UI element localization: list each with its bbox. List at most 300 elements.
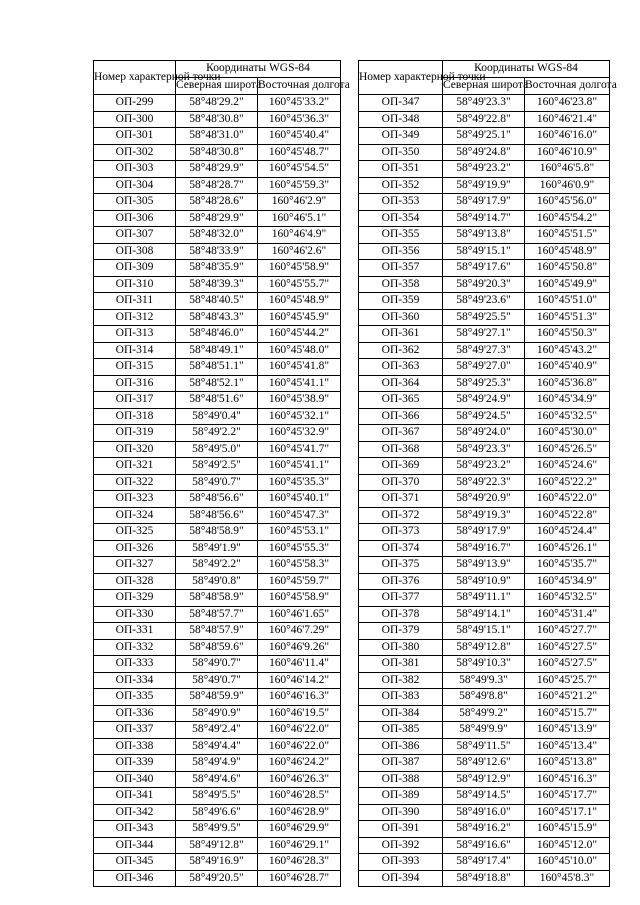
- longitude-cell: 160°45'27.5": [525, 639, 610, 656]
- table-row: [359, 606, 610, 623]
- point-number-cell: ОП-376: [359, 573, 443, 590]
- longitude-cell: 160°45'15.7": [525, 705, 610, 722]
- latitude-cell: 58°49'27.0": [443, 359, 525, 376]
- table-row: [94, 111, 341, 128]
- longitude-cell: 160°45'26.5": [525, 441, 610, 458]
- latitude-cell: 58°49'14.5": [443, 788, 525, 805]
- latitude-cell: 58°49'24.8": [443, 144, 525, 161]
- longitude-cell: 160°45'41.1": [258, 375, 341, 392]
- header-longitude: Восточная долгота: [258, 78, 341, 95]
- longitude-cell: 160°45'51.3": [525, 309, 610, 326]
- table-row: [94, 771, 341, 788]
- point-number-cell: ОП-358: [359, 276, 443, 293]
- table-row: [94, 491, 341, 508]
- point-number-cell: ОП-359: [359, 293, 443, 310]
- table-row: [359, 128, 610, 145]
- table-row: [359, 821, 610, 838]
- longitude-cell: 160°45'58.9": [258, 590, 341, 607]
- point-number-cell: ОП-393: [359, 854, 443, 871]
- point-number-cell: ОП-313: [94, 326, 176, 343]
- table-row: [359, 293, 610, 310]
- latitude-cell: 58°49'10.9": [443, 573, 525, 590]
- longitude-cell: 160°45'33.2": [258, 95, 341, 112]
- latitude-cell: 58°49'9.3": [443, 672, 525, 689]
- latitude-cell: 58°49'17.9": [443, 194, 525, 211]
- table-row: [359, 309, 610, 326]
- longitude-cell: 160°45'22.0": [525, 491, 610, 508]
- longitude-cell: 160°45'30.0": [525, 425, 610, 442]
- table-row: [94, 177, 341, 194]
- point-number-cell: ОП-310: [94, 276, 176, 293]
- point-number-cell: ОП-333: [94, 656, 176, 673]
- latitude-cell: 58°48'33.9": [176, 243, 258, 260]
- longitude-cell: 160°45'38.9": [258, 392, 341, 409]
- latitude-cell: 58°49'23.2": [443, 161, 525, 178]
- point-number-cell: ОП-321: [94, 458, 176, 475]
- point-number-cell: ОП-350: [359, 144, 443, 161]
- latitude-cell: 58°49'12.6": [443, 755, 525, 772]
- table-row: [94, 276, 341, 293]
- point-number-cell: ОП-362: [359, 342, 443, 359]
- point-number-cell: ОП-328: [94, 573, 176, 590]
- table-row: [94, 95, 341, 112]
- longitude-cell: 160°45'40.9": [525, 359, 610, 376]
- table-row: [359, 161, 610, 178]
- table-row: [94, 623, 341, 640]
- longitude-cell: 160°46'24.2": [258, 755, 341, 772]
- table-row: [359, 326, 610, 343]
- table-row: [94, 870, 341, 887]
- latitude-cell: 58°48'59.6": [176, 639, 258, 656]
- latitude-cell: 58°49'16.6": [443, 837, 525, 854]
- table-row: [359, 557, 610, 574]
- table-row: [359, 540, 610, 557]
- latitude-cell: 58°49'0.9": [176, 705, 258, 722]
- table-row: [359, 194, 610, 211]
- latitude-cell: 58°49'23.3": [443, 441, 525, 458]
- point-number-cell: ОП-345: [94, 854, 176, 871]
- table-row: [94, 656, 341, 673]
- longitude-cell: 160°45'13.4": [525, 738, 610, 755]
- table-row: [94, 606, 341, 623]
- point-number-cell: ОП-383: [359, 689, 443, 706]
- longitude-cell: 160°46'10.9": [525, 144, 610, 161]
- table-row: [359, 243, 610, 260]
- longitude-cell: 160°46'29.1": [258, 837, 341, 854]
- latitude-cell: 58°49'5.0": [176, 441, 258, 458]
- table-row: [94, 590, 341, 607]
- table-row: [359, 738, 610, 755]
- longitude-cell: 160°45'48.7": [258, 144, 341, 161]
- longitude-cell: 160°46'7.29": [258, 623, 341, 640]
- table-row: [359, 408, 610, 425]
- latitude-cell: 58°49'2.4": [176, 722, 258, 739]
- point-number-cell: ОП-360: [359, 309, 443, 326]
- latitude-cell: 58°49'23.2": [443, 458, 525, 475]
- table-row: [94, 359, 341, 376]
- point-number-cell: ОП-325: [94, 524, 176, 541]
- latitude-cell: 58°48'52.1": [176, 375, 258, 392]
- longitude-cell: 160°45'22.8": [525, 507, 610, 524]
- point-number-cell: ОП-354: [359, 210, 443, 227]
- point-number-cell: ОП-352: [359, 177, 443, 194]
- header-coordinates: Координаты WGS-84: [176, 61, 341, 78]
- table-row: [94, 210, 341, 227]
- longitude-cell: 160°46'28.3": [258, 854, 341, 871]
- longitude-cell: 160°46'21.4": [525, 111, 610, 128]
- longitude-cell: 160°45'40.1": [258, 491, 341, 508]
- longitude-cell: 160°45'58.3": [258, 557, 341, 574]
- point-number-cell: ОП-356: [359, 243, 443, 260]
- point-number-cell: ОП-365: [359, 392, 443, 409]
- longitude-cell: 160°45'59.3": [258, 177, 341, 194]
- latitude-cell: 58°48'51.1": [176, 359, 258, 376]
- latitude-cell: 58°48'58.9": [176, 524, 258, 541]
- point-number-cell: ОП-315: [94, 359, 176, 376]
- point-number-cell: ОП-372: [359, 507, 443, 524]
- latitude-cell: 58°48'58.9": [176, 590, 258, 607]
- longitude-cell: 160°45'17.1": [525, 804, 610, 821]
- longitude-cell: 160°46'19.5": [258, 705, 341, 722]
- point-number-cell: ОП-371: [359, 491, 443, 508]
- latitude-cell: 58°49'27.1": [443, 326, 525, 343]
- latitude-cell: 58°49'11.1": [443, 590, 525, 607]
- latitude-cell: 58°48'57.7": [176, 606, 258, 623]
- latitude-cell: 58°49'2.2": [176, 557, 258, 574]
- longitude-cell: 160°45'27.7": [525, 623, 610, 640]
- point-number-cell: ОП-303: [94, 161, 176, 178]
- latitude-cell: 58°49'12.8": [443, 639, 525, 656]
- longitude-cell: 160°46'1.65": [258, 606, 341, 623]
- table-row: [94, 326, 341, 343]
- point-number-cell: ОП-374: [359, 540, 443, 557]
- point-number-cell: ОП-392: [359, 837, 443, 854]
- longitude-cell: 160°45'48.0": [258, 342, 341, 359]
- latitude-cell: 58°49'20.3": [443, 276, 525, 293]
- longitude-cell: 160°45'17.7": [525, 788, 610, 805]
- table-row: [359, 656, 610, 673]
- longitude-cell: 160°45'21.2": [525, 689, 610, 706]
- point-number-cell: ОП-343: [94, 821, 176, 838]
- longitude-cell: 160°46'22.0": [258, 738, 341, 755]
- longitude-cell: 160°46'23.8": [525, 95, 610, 112]
- table-row: [94, 738, 341, 755]
- longitude-cell: 160°46'11.4": [258, 656, 341, 673]
- longitude-cell: 160°46'22.0": [258, 722, 341, 739]
- point-number-cell: ОП-353: [359, 194, 443, 211]
- table-row: [359, 375, 610, 392]
- point-number-cell: ОП-316: [94, 375, 176, 392]
- latitude-cell: 58°49'9.5": [176, 821, 258, 838]
- latitude-cell: 58°48'40.5": [176, 293, 258, 310]
- point-number-cell: ОП-307: [94, 227, 176, 244]
- longitude-cell: 160°45'41.8": [258, 359, 341, 376]
- table-row: [359, 705, 610, 722]
- table-row: [94, 821, 341, 838]
- table-row: [359, 491, 610, 508]
- point-number-cell: ОП-361: [359, 326, 443, 343]
- latitude-cell: 58°48'43.3": [176, 309, 258, 326]
- latitude-cell: 58°49'17.4": [443, 854, 525, 871]
- point-number-cell: ОП-366: [359, 408, 443, 425]
- latitude-cell: 58°49'13.9": [443, 557, 525, 574]
- point-number-cell: ОП-332: [94, 639, 176, 656]
- point-number-cell: ОП-385: [359, 722, 443, 739]
- longitude-cell: 160°45'34.9": [525, 392, 610, 409]
- header-point-number: Номер характерной точки: [359, 61, 443, 95]
- latitude-cell: 58°49'20.5": [176, 870, 258, 887]
- point-number-cell: ОП-339: [94, 755, 176, 772]
- table-row: [94, 408, 341, 425]
- latitude-cell: 58°49'14.1": [443, 606, 525, 623]
- point-number-cell: ОП-314: [94, 342, 176, 359]
- latitude-cell: 58°49'2.5": [176, 458, 258, 475]
- table-row: [359, 425, 610, 442]
- latitude-cell: 58°49'16.9": [176, 854, 258, 871]
- point-number-cell: ОП-384: [359, 705, 443, 722]
- longitude-cell: 160°45'13.9": [525, 722, 610, 739]
- longitude-cell: 160°45'35.3": [258, 474, 341, 491]
- table-row: [359, 458, 610, 475]
- table-row: [94, 392, 341, 409]
- table-row: [94, 524, 341, 541]
- point-number-cell: ОП-306: [94, 210, 176, 227]
- point-number-cell: ОП-351: [359, 161, 443, 178]
- point-number-cell: ОП-334: [94, 672, 176, 689]
- table-body-right: [359, 95, 610, 887]
- longitude-cell: 160°45'24.6": [525, 458, 610, 475]
- table-row: [94, 788, 341, 805]
- latitude-cell: 58°49'10.3": [443, 656, 525, 673]
- longitude-cell: 160°46'2.6": [258, 243, 341, 260]
- latitude-cell: 58°48'59.9": [176, 689, 258, 706]
- point-number-cell: ОП-340: [94, 771, 176, 788]
- longitude-cell: 160°45'41.7": [258, 441, 341, 458]
- latitude-cell: 58°49'12.9": [443, 771, 525, 788]
- latitude-cell: 58°48'29.9": [176, 161, 258, 178]
- longitude-cell: 160°45'41.1": [258, 458, 341, 475]
- table-row: [359, 177, 610, 194]
- point-number-cell: ОП-326: [94, 540, 176, 557]
- table-row: [94, 260, 341, 277]
- longitude-cell: 160°45'32.1": [258, 408, 341, 425]
- longitude-cell: 160°45'48.9": [258, 293, 341, 310]
- table-row: [94, 227, 341, 244]
- latitude-cell: 58°49'4.4": [176, 738, 258, 755]
- table-row: [94, 804, 341, 821]
- longitude-cell: 160°45'43.2": [525, 342, 610, 359]
- table-row: [94, 425, 341, 442]
- latitude-cell: 58°49'24.9": [443, 392, 525, 409]
- latitude-cell: 58°49'14.7": [443, 210, 525, 227]
- latitude-cell: 58°49'23.6": [443, 293, 525, 310]
- point-number-cell: ОП-311: [94, 293, 176, 310]
- table-row: [359, 227, 610, 244]
- table-row: [359, 392, 610, 409]
- latitude-cell: 58°49'12.8": [176, 837, 258, 854]
- latitude-cell: 58°48'31.0": [176, 128, 258, 145]
- longitude-cell: 160°45'49.9": [525, 276, 610, 293]
- latitude-cell: 58°49'18.8": [443, 870, 525, 887]
- longitude-cell: 160°46'26.3": [258, 771, 341, 788]
- latitude-cell: 58°49'17.6": [443, 260, 525, 277]
- point-number-cell: ОП-337: [94, 722, 176, 739]
- table-row: [359, 722, 610, 739]
- longitude-cell: 160°45'15.9": [525, 821, 610, 838]
- table-row: [359, 623, 610, 640]
- table-row: [359, 689, 610, 706]
- point-number-cell: ОП-390: [359, 804, 443, 821]
- longitude-cell: 160°45'25.7": [525, 672, 610, 689]
- table-row: [94, 557, 341, 574]
- table-row: [359, 672, 610, 689]
- latitude-cell: 58°48'51.6": [176, 392, 258, 409]
- latitude-cell: 58°48'28.7": [176, 177, 258, 194]
- point-number-cell: ОП-330: [94, 606, 176, 623]
- longitude-cell: 160°45'34.9": [525, 573, 610, 590]
- table-row: [94, 854, 341, 871]
- latitude-cell: 58°49'25.5": [443, 309, 525, 326]
- point-number-cell: ОП-327: [94, 557, 176, 574]
- coordinates-table-right: [358, 60, 617, 887]
- point-number-cell: ОП-373: [359, 524, 443, 541]
- point-number-cell: ОП-357: [359, 260, 443, 277]
- latitude-cell: 58°48'29.2": [176, 95, 258, 112]
- latitude-cell: 58°48'57.9": [176, 623, 258, 640]
- point-number-cell: ОП-302: [94, 144, 176, 161]
- point-number-cell: ОП-342: [94, 804, 176, 821]
- header-point-number: Номер характерной точки: [94, 61, 176, 95]
- table-row: [359, 441, 610, 458]
- longitude-cell: 160°45'44.2": [258, 326, 341, 343]
- point-number-cell: ОП-391: [359, 821, 443, 838]
- latitude-cell: 58°49'23.3": [443, 95, 525, 112]
- longitude-cell: 160°45'54.2": [525, 210, 610, 227]
- longitude-cell: 160°45'22.2": [525, 474, 610, 491]
- latitude-cell: 58°49'5.5": [176, 788, 258, 805]
- header-latitude: Северная широта: [176, 78, 258, 95]
- latitude-cell: 58°49'22.3": [443, 474, 525, 491]
- coordinates-table-left: [93, 60, 350, 887]
- table-row: [359, 111, 610, 128]
- point-number-cell: ОП-344: [94, 837, 176, 854]
- latitude-cell: 58°49'22.8": [443, 111, 525, 128]
- latitude-cell: 58°48'28.6": [176, 194, 258, 211]
- point-number-cell: ОП-320: [94, 441, 176, 458]
- latitude-cell: 58°49'0.7": [176, 672, 258, 689]
- table-row: [359, 95, 610, 112]
- latitude-cell: 58°49'16.7": [443, 540, 525, 557]
- latitude-cell: 58°49'16.0": [443, 804, 525, 821]
- longitude-cell: 160°45'36.3": [258, 111, 341, 128]
- table-row: [359, 573, 610, 590]
- latitude-cell: 58°49'0.4": [176, 408, 258, 425]
- table-row: [359, 276, 610, 293]
- longitude-cell: 160°45'40.4": [258, 128, 341, 145]
- longitude-cell: 160°45'54.5": [258, 161, 341, 178]
- longitude-cell: 160°46'16.0": [525, 128, 610, 145]
- latitude-cell: 58°49'27.3": [443, 342, 525, 359]
- point-number-cell: ОП-338: [94, 738, 176, 755]
- table-row: [359, 788, 610, 805]
- latitude-cell: 58°49'15.1": [443, 623, 525, 640]
- table-row: [94, 474, 341, 491]
- table-row: [94, 837, 341, 854]
- point-number-cell: ОП-377: [359, 590, 443, 607]
- point-number-cell: ОП-387: [359, 755, 443, 772]
- latitude-cell: 58°49'15.1": [443, 243, 525, 260]
- point-number-cell: ОП-336: [94, 705, 176, 722]
- latitude-cell: 58°49'25.1": [443, 128, 525, 145]
- latitude-cell: 58°49'9.9": [443, 722, 525, 739]
- longitude-cell: 160°45'48.9": [525, 243, 610, 260]
- header-latitude: Северная широта: [443, 78, 525, 95]
- table-row: [94, 755, 341, 772]
- longitude-cell: 160°46'2.9": [258, 194, 341, 211]
- longitude-cell: 160°45'32.5": [525, 408, 610, 425]
- latitude-cell: 58°49'19.3": [443, 507, 525, 524]
- point-number-cell: ОП-364: [359, 375, 443, 392]
- table-row: [94, 293, 341, 310]
- longitude-cell: 160°45'59.7": [258, 573, 341, 590]
- table-row: [94, 144, 341, 161]
- latitude-cell: 58°49'17.9": [443, 524, 525, 541]
- longitude-cell: 160°45'36.8": [525, 375, 610, 392]
- point-number-cell: ОП-389: [359, 788, 443, 805]
- latitude-cell: 58°48'56.6": [176, 507, 258, 524]
- point-number-cell: ОП-380: [359, 639, 443, 656]
- table-row: [359, 210, 610, 227]
- longitude-cell: 160°45'56.0": [525, 194, 610, 211]
- table-row: [359, 870, 610, 887]
- table-row: [94, 194, 341, 211]
- latitude-cell: 58°48'39.3": [176, 276, 258, 293]
- latitude-cell: 58°48'35.9": [176, 260, 258, 277]
- longitude-cell: 160°45'35.7": [525, 557, 610, 574]
- table-row: [94, 441, 341, 458]
- longitude-cell: 160°45'53.1": [258, 524, 341, 541]
- point-number-cell: ОП-349: [359, 128, 443, 145]
- latitude-cell: 58°49'24.0": [443, 425, 525, 442]
- latitude-cell: 58°48'30.8": [176, 111, 258, 128]
- table-row: [359, 342, 610, 359]
- longitude-cell: 160°45'12.0": [525, 837, 610, 854]
- point-number-cell: ОП-386: [359, 738, 443, 755]
- longitude-cell: 160°45'24.4": [525, 524, 610, 541]
- longitude-cell: 160°45'8.3": [525, 870, 610, 887]
- latitude-cell: 58°49'4.9": [176, 755, 258, 772]
- longitude-cell: 160°45'16.3": [525, 771, 610, 788]
- point-number-cell: ОП-367: [359, 425, 443, 442]
- point-number-cell: ОП-346: [94, 870, 176, 887]
- point-number-cell: ОП-300: [94, 111, 176, 128]
- point-number-cell: ОП-382: [359, 672, 443, 689]
- point-number-cell: ОП-381: [359, 656, 443, 673]
- latitude-cell: 58°48'56.6": [176, 491, 258, 508]
- table-row: [359, 474, 610, 491]
- latitude-cell: 58°49'2.2": [176, 425, 258, 442]
- latitude-cell: 58°49'4.6": [176, 771, 258, 788]
- longitude-cell: 160°45'32.9": [258, 425, 341, 442]
- longitude-cell: 160°46'28.7": [258, 870, 341, 887]
- table-row: [359, 590, 610, 607]
- latitude-cell: 58°49'6.6": [176, 804, 258, 821]
- longitude-cell: 160°45'32.5": [525, 590, 610, 607]
- longitude-cell: 160°45'50.3": [525, 326, 610, 343]
- table-row: [94, 342, 341, 359]
- table-row: [94, 161, 341, 178]
- point-number-cell: ОП-370: [359, 474, 443, 491]
